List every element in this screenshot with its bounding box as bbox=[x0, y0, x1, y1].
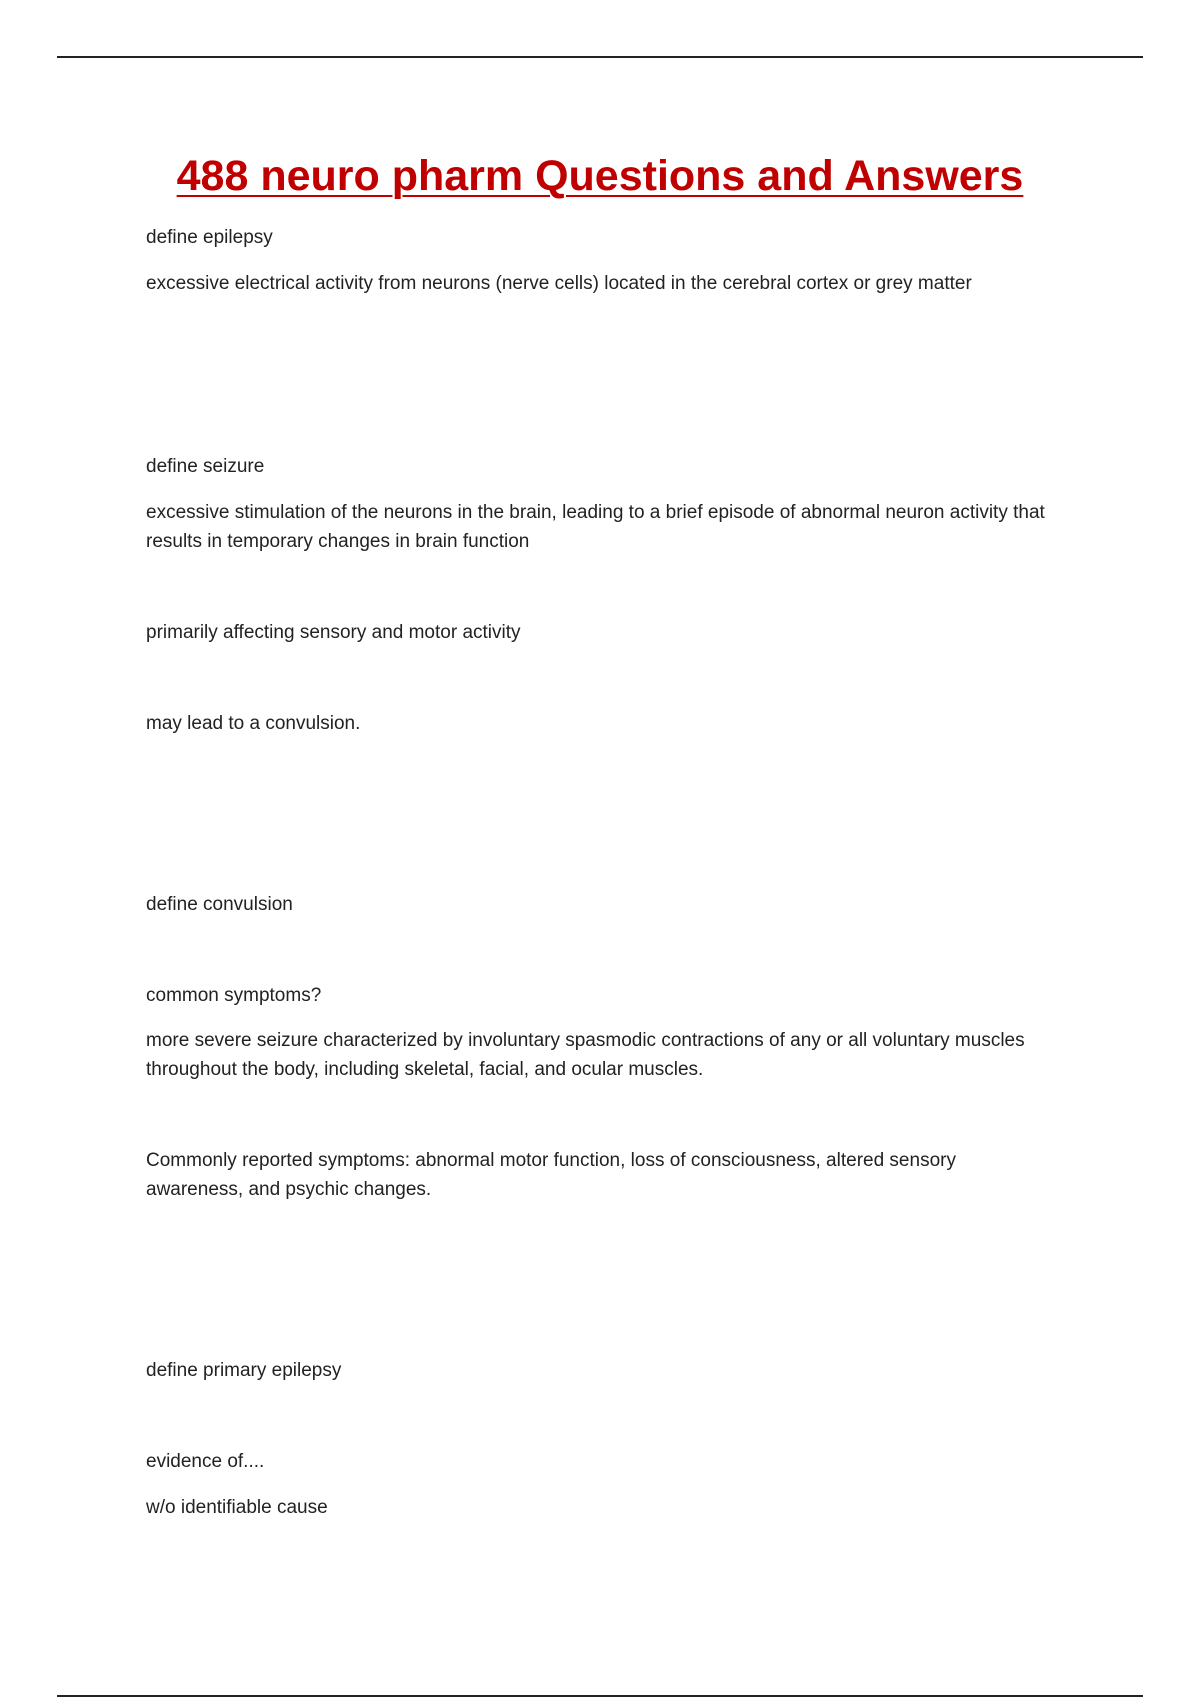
question-define-seizure: define seizure bbox=[146, 456, 265, 477]
page-title bbox=[0, 150, 1200, 202]
top-rule bbox=[57, 56, 1143, 58]
answer-epilepsy: excessive electrical activity from neurons (nerve cells) located in the cerebral cortex or grey matter bbox=[146, 273, 972, 294]
answer-seizure: excessive stimulation of the neurons in the brain, leading to a brief episode of abnormal neuron activity that results in temporary changes in brain function bbox=[146, 502, 1045, 552]
question-define-primary-epilepsy: define primary epilepsy bbox=[146, 1360, 342, 1381]
answer-convulsion: more severe seizure characterized by involuntary spasmodic contractions of any or all voluntary muscles throughout the body, including skeletal, facial, and ocular muscles. bbox=[146, 1030, 1025, 1080]
question-define-convulsion: define convulsion bbox=[146, 894, 293, 915]
question-define-epilepsy: define epilepsy bbox=[146, 227, 273, 248]
question-evidence-of: evidence of.... bbox=[146, 1451, 265, 1472]
page-title-text: 488 neuro pharm Questions and Answers bbox=[176, 152, 1024, 200]
answer-common-symptoms: Commonly reported symptoms: abnormal motor function, loss of consciousness, altered sensory awareness, and psychic changes. bbox=[146, 1150, 956, 1200]
bottom-rule bbox=[57, 1695, 1143, 1697]
question-common-symptoms: common symptoms? bbox=[146, 985, 322, 1006]
answer-seizure-convulsion: may lead to a convulsion. bbox=[146, 713, 361, 734]
answer-seizure-sensory-motor: primarily affecting sensory and motor activity bbox=[146, 622, 521, 643]
answer-primary-epilepsy: w/o identifiable cause bbox=[146, 1497, 328, 1518]
